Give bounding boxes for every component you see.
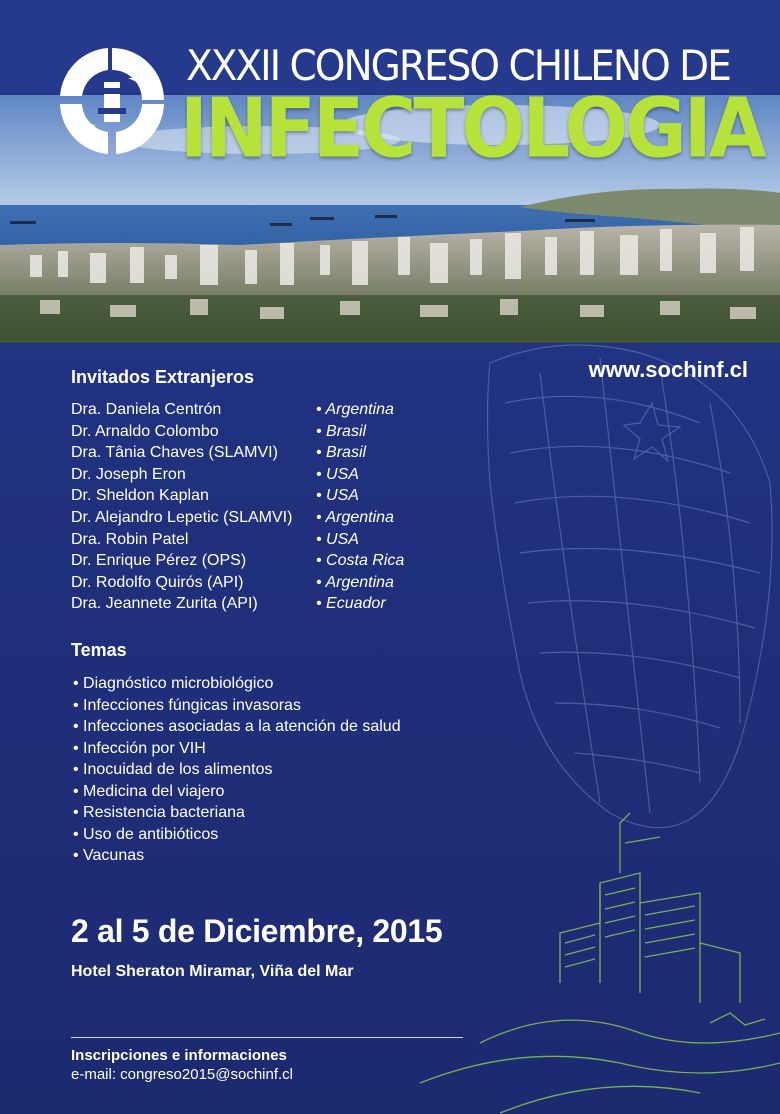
sochinf-logo-icon: [54, 42, 170, 160]
contact-email[interactable]: e-mail: congreso2015@sochinf.cl: [71, 1066, 294, 1083]
guest-country: • Ecuador: [316, 595, 386, 613]
divider: [71, 1037, 463, 1038]
guest-country: • USA: [316, 487, 359, 505]
guest-row: [71, 399, 511, 421]
guest-row: [71, 485, 511, 507]
contact-heading: Inscripciones e informaciones: [71, 1047, 287, 1064]
list-item: • Infecciones fúngicas invasoras: [73, 696, 301, 714]
list-item: • Diagnóstico microbiológico: [73, 675, 274, 692]
guest-country: • Argentina: [316, 508, 394, 526]
guest-row: [71, 572, 511, 594]
congress-title-line1: XXXII CONGRESO CHILENO DE: [186, 42, 730, 91]
guest-row: [71, 442, 511, 464]
list-item: • Inocuidad de los alimentos: [73, 761, 273, 778]
guest-row: [71, 507, 511, 529]
list-item: • Infecciones asociadas a la atención de salud: [73, 718, 401, 735]
guest-country: • USA: [316, 465, 359, 483]
guest-country: • USA: [316, 530, 359, 548]
list-item: • Medicina del viajero: [73, 782, 225, 800]
topic-list: [73, 673, 401, 867]
list-item: • Vacunas: [73, 847, 145, 864]
guest-name: Dr. Arnaldo Colombo: [71, 422, 219, 440]
guest-country: • Brasil: [316, 422, 367, 440]
topics-heading: Temas: [71, 640, 127, 660]
guest-list: [71, 399, 511, 615]
guest-row: [71, 593, 511, 615]
guest-country: • Argentina: [316, 401, 394, 418]
guest-name: Dr. Rodolfo Quirós (API): [71, 573, 244, 591]
guest-name: Dra. Jeannete Zurita (API): [71, 595, 258, 613]
guest-row: [71, 529, 511, 551]
website-link[interactable]: www.sochinf.cl: [588, 357, 748, 382]
guest-name: Dra. Daniela Centrón: [71, 401, 222, 418]
guest-name: Dr. Joseph Eron: [71, 465, 186, 483]
list-item: • Infección por VIH: [73, 739, 206, 757]
guests-heading: Invitados Extranjeros: [71, 367, 255, 387]
hotel-sketch-icon: [420, 813, 780, 1113]
guest-row: [71, 421, 511, 443]
guest-name: Dr. Sheldon Kaplan: [71, 487, 209, 505]
guest-name: Dr. Alejandro Lepetic (SLAMVI): [71, 508, 293, 526]
list-item: • Resistencia bacteriana: [73, 804, 245, 821]
guest-name: Dra. Robin Patel: [71, 530, 189, 548]
guest-country: • Argentina: [316, 573, 394, 591]
guest-row: [71, 464, 511, 486]
guest-row: [71, 550, 511, 572]
event-venue: Hotel Sheraton Miramar, Viña del Mar: [71, 963, 354, 980]
guest-country: • Brasil: [316, 444, 367, 462]
list-item: • Uso de antibióticos: [73, 825, 219, 843]
guest-country: • Costa Rica: [316, 552, 405, 570]
guest-name: Dra. Tânia Chaves (SLAMVI): [71, 444, 278, 462]
guest-name: Dr. Enrique Pérez (OPS): [71, 552, 247, 570]
congress-title-line2: INFECTOLOGIA: [180, 82, 764, 177]
event-dates: 2 al 5 de Diciembre, 2015: [71, 913, 443, 949]
